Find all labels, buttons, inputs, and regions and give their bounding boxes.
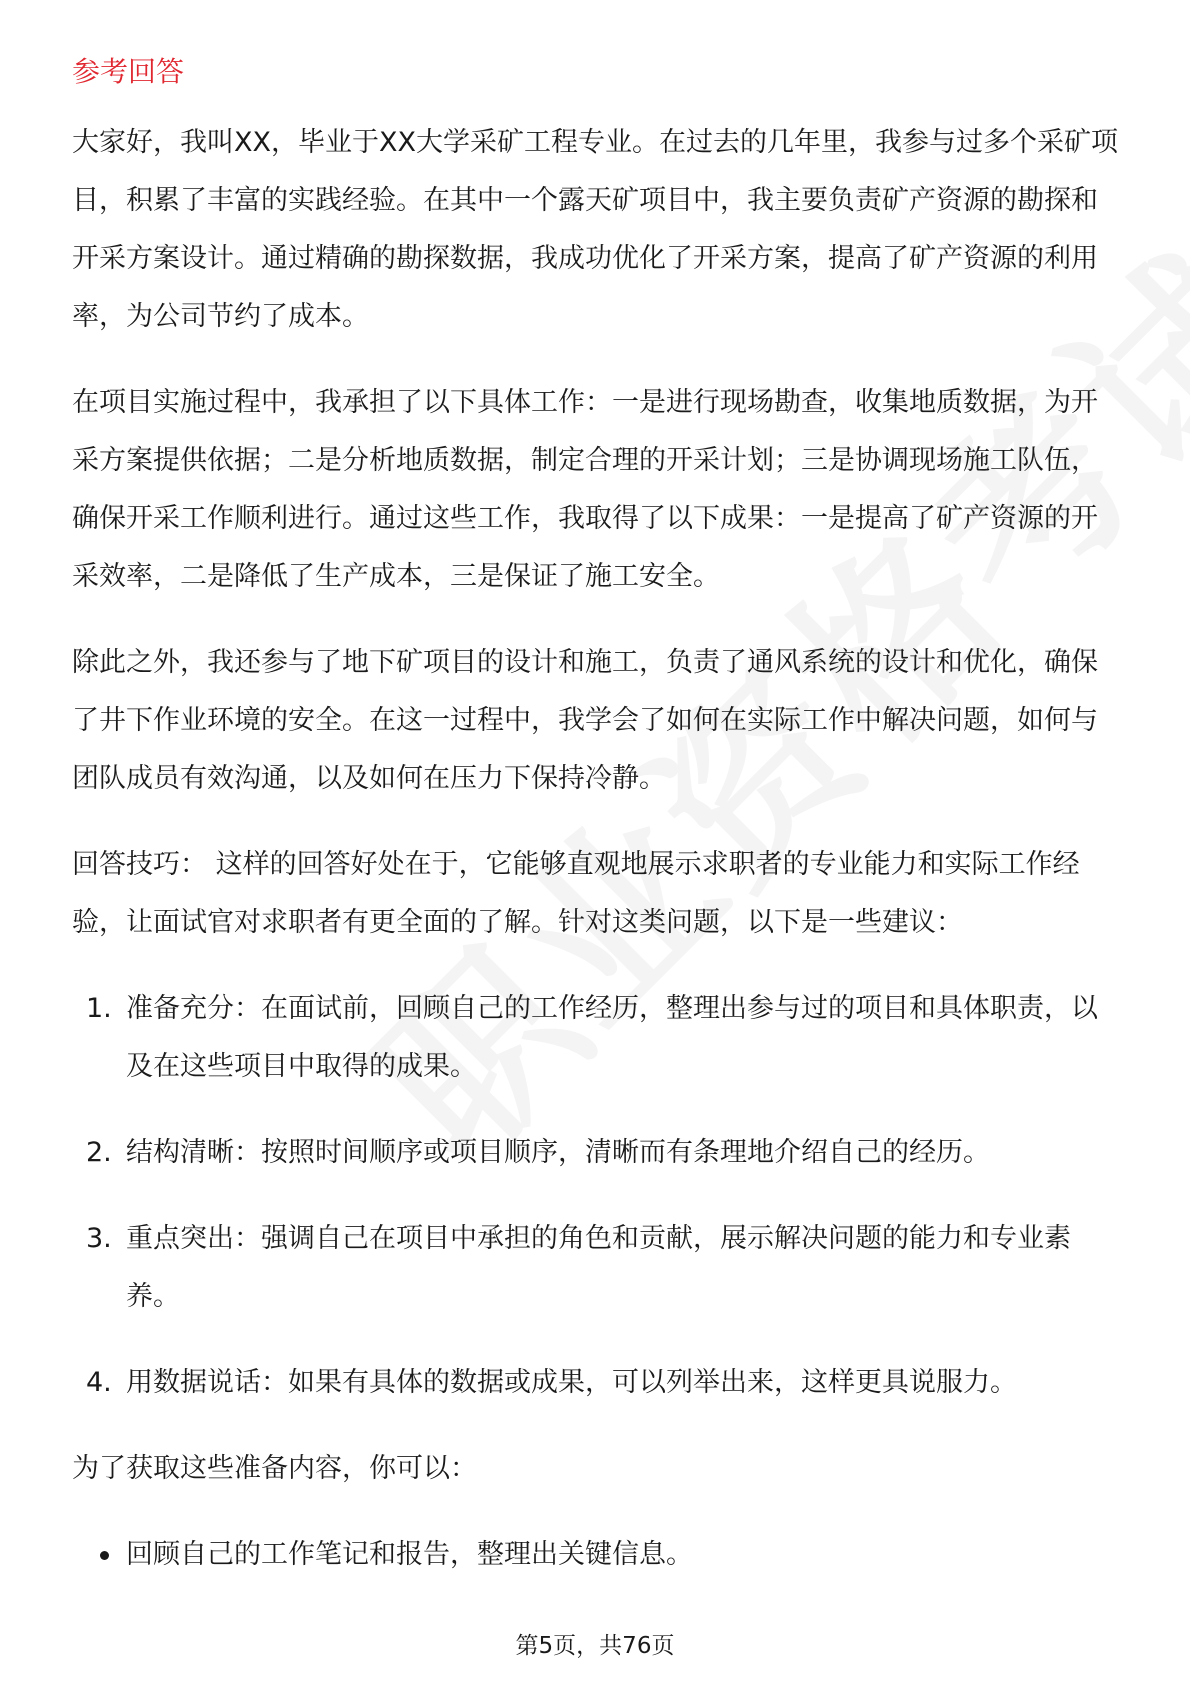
list-number: 2. xyxy=(86,1137,112,1168)
prep-intro: 为了获取这些准备内容，你可以： xyxy=(72,1453,477,1484)
list-number: 3. xyxy=(86,1223,112,1254)
list-item-text: 结构清晰：按照时间顺序或项目顺序，清晰而有条理地介绍自己的经历。 xyxy=(126,1137,990,1168)
paragraph-other: 除此之外，我还参与了地下矿项目的设计和施工，负责了通风系统的设计和优化，确保了井下作业环境的安全。在这一过程中，我学会了如何在实际工作中解决问题，如何与团队成员有效沟通，以及如何在压力下保持冷静。 xyxy=(72,647,1098,794)
tips-paragraph xyxy=(72,836,1120,952)
paragraph-work: 在项目实施过程中，我承担了以下具体工作：一是进行现场勘查，收集地质数据，为开采方案提供依据；二是分析地质数据，制定合理的开采计划；三是协调现场施工队伍，确保开采工作顺利进行。通过这些工作，我取得了以下成果：一是提高了矿产资源的开采效率，二是降低了生产成本，三是保证了施工安全。 xyxy=(72,387,1098,592)
tips-intro: 这样的回答好处在于，它能够直观地展示求职者的专业能力和实际工作经验，让面试官对求职者有更全面的了解。针对这类问题，以下是一些建议： xyxy=(72,849,1080,938)
list-number: 1. xyxy=(86,993,112,1024)
list-item-text: 重点突出：强调自己在项目中承担的角色和贡献，展示解决问题的能力和专业素养。 xyxy=(126,1223,1071,1312)
list-item xyxy=(72,1124,1120,1182)
tips-label: 回答技巧： xyxy=(72,849,207,880)
list-number: 4. xyxy=(86,1367,112,1398)
page-content xyxy=(72,50,1120,1584)
list-item xyxy=(72,980,1120,1096)
page-number: 第5页，共76页 xyxy=(515,1633,675,1659)
list-item-text: 用数据说话：如果有具体的数据或成果，可以列举出来，这样更具说服力。 xyxy=(126,1367,1017,1398)
prep-bullet-list xyxy=(72,1526,1120,1584)
list-item xyxy=(72,1354,1120,1412)
list-item-text: 准备充分：在面试前，回顾自己的工作经历，整理出参与过的项目和具体职责，以及在这些项目中取得的成果。 xyxy=(126,993,1098,1082)
bullet-dot-icon xyxy=(100,1551,109,1560)
paragraph-intro: 大家好，我叫XX，毕业于XX大学采矿工程专业。在过去的几年里，我参与过多个采矿项目，积累了丰富的实践经验。在其中一个露天矿项目中，我主要负责矿产资源的勘探和开采方案设计。通过精确的勘探数据，我成功优化了开采方案，提高了矿产资源的利用率，为公司节约了成本。 xyxy=(72,127,1118,332)
section-title: 参考回答 xyxy=(72,55,185,88)
tips-list xyxy=(72,980,1120,1412)
list-item xyxy=(72,1210,1120,1326)
list-item-text: 回顾自己的工作笔记和报告，整理出关键信息。 xyxy=(126,1539,693,1570)
list-item xyxy=(72,1526,1120,1584)
